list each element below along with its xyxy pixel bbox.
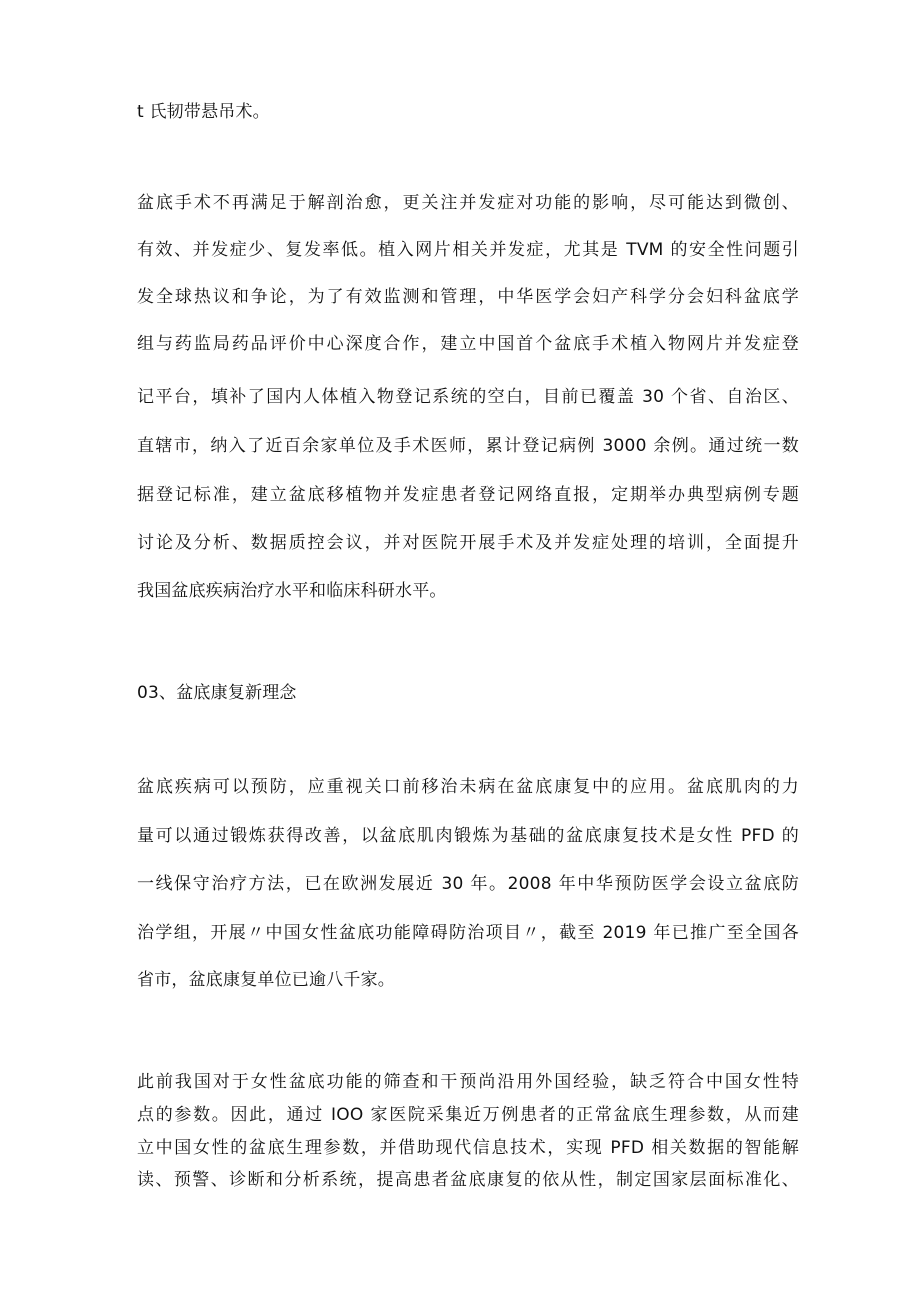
paragraph-line: 省市，盆底康复单位已逾八千家。 (137, 970, 395, 990)
paragraph-line: 点的参数。因此，通过 IOO 家医院采集近万例患者的正常盆底生理参数，从而建 (137, 1105, 799, 1125)
paragraph-line: 一线保守治疗方法，已在欧洲发展近 30 年。2008 年中华预防医学会设立盆底防 (137, 874, 799, 894)
paragraph-line: 发全球热议和争论，为了有效监测和管理，中华医学会妇产科学分会妇科盆底学 (137, 287, 799, 307)
paragraph-line: 量可以通过锻炼获得改善，以盆底肌肉锻炼为基础的盆底康复技术是女性 PFD 的 (137, 826, 799, 846)
paragraph-line: 立中国女性的盆底生理参数，并借助现代信息技术，实现 PFD 相关数据的智能解 (137, 1138, 799, 1158)
intro-line: t 氏韧带悬吊术。 (137, 102, 270, 122)
paragraph-line: 此前我国对于女性盆底功能的筛查和干预尚沿用外国经验，缺乏符合中国女性特 (137, 1072, 799, 1092)
paragraph-line: 组与药监局药品评价中心深度合作，建立中国首个盆底手术植入物网片并发症登 (137, 334, 799, 354)
paragraph-line: 读、预警、诊断和分析系统，提高患者盆底康复的依从性，制定国家层面标准化、 (137, 1170, 799, 1190)
paragraph-line: 我国盆底疾病治疗水平和临床科研水平。 (137, 581, 447, 601)
paragraph-line: 有效、并发症少、复发率低。植入网片相关并发症，尤其是 TVM 的安全性问题引 (137, 240, 799, 260)
paragraph-line: 盆底手术不再满足于解剖治愈，更关注并发症对功能的影响，尽可能达到微创、 (137, 193, 799, 213)
paragraph-line: 盆底疾病可以预防，应重视关口前移治未病在盆底康复中的应用。盆底肌肉的力 (137, 777, 799, 797)
section-heading: 03、盆底康复新理念 (137, 683, 297, 703)
paragraph-line: 讨论及分析、数据质控会议，并对医院开展手术及并发症处理的培训，全面提升 (137, 533, 799, 553)
paragraph-line: 记平台，填补了国内人体植入物登记系统的空白，目前已覆盖 30 个省、自治区、 (137, 387, 799, 407)
paragraph-line: 治学组，开展〃中国女性盆底功能障碍防治项目〃，截至 2019 年已推广至全国各 (137, 923, 799, 943)
paragraph-line: 直辖市，纳入了近百余家单位及手术医师，累计登记病例 3000 余例。通过统一数 (137, 436, 799, 456)
paragraph-line: 据登记标准，建立盆底移植物并发症患者登记网络直报，定期举办典型病例专题 (137, 485, 799, 505)
